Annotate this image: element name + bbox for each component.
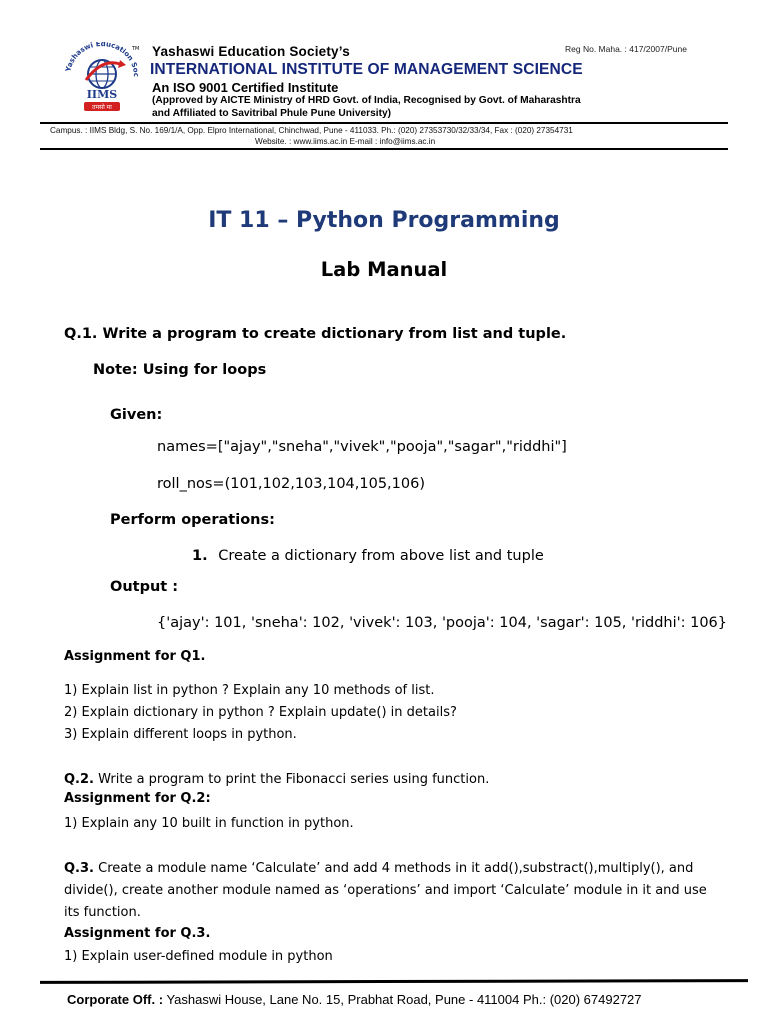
list-item: 1) Explain any 10 built in function in python. (64, 816, 354, 831)
list-item: 2) Explain dictionary in python ? Explain update() in details? (64, 705, 457, 720)
letterhead-divider-bottom (40, 148, 728, 150)
q3-number: Q.3. (64, 861, 94, 876)
q2-assignment-list (64, 813, 354, 835)
q1-perform-label: Perform operations: (110, 512, 275, 528)
q1-rollnos-tuple: roll_nos=(101,102,103,104,105,106) (157, 476, 426, 492)
list-item: 1) Explain user-defined module in python (64, 949, 333, 964)
q1-names-list: names=["ajay","sneha","vivek","pooja","sagar","riddhi"] (157, 439, 567, 455)
q1-given-label: Given: (110, 407, 163, 423)
website-email: Website. : www.iims.ac.in E-mail : info@iims.ac.in (255, 137, 436, 146)
iims-logo (60, 42, 148, 114)
page-title: IT 11 – Python Programming (208, 208, 560, 233)
q2-question (64, 769, 489, 791)
footer-text: Yashaswi House, Lane No. 15, Prabhat Road, Pune - 411004 Ph.: (020) 67492727 (163, 992, 642, 1007)
q2-assignment-label: Assignment for Q.2: (64, 791, 211, 806)
registration-number: Reg No. Maha. : 417/2007/Pune (565, 44, 687, 54)
q1-operation-item (192, 548, 544, 564)
campus-address: Campus. : IIMS Bldg, S. No. 169/1/A, Opp. Elpro International, Chinchwad, Pune - 411033. Ph.: (020) 27353730/32/33/34, Fax : (020) 27354731 (50, 126, 573, 135)
q3-line-1: Q.3. Create a module name ‘Calculate’ and add 4 methods in it add(),substract(),multiply(), and (64, 861, 694, 876)
letterhead-divider-top (40, 122, 728, 124)
footer-divider (40, 979, 748, 984)
q1-output-label: Output : (110, 579, 179, 595)
logo-abbr: IIMS (86, 88, 118, 101)
society-name: Yashaswi Education Society’s (152, 44, 350, 59)
institute-name: INTERNATIONAL INSTITUTE OF MANAGEMENT SCIENCE (150, 61, 583, 78)
q3-line-2: divide(), create another module named as ‘operations’ and import ‘Calculate’ module in it and use (64, 883, 707, 898)
q1-question (64, 326, 566, 342)
page-subtitle: Lab Manual (320, 258, 448, 281)
list-item: 1) Explain list in python ? Explain any 10 methods of list. (64, 683, 435, 698)
q1-assignment-label: Assignment for Q1. (64, 649, 206, 664)
logo-ring-text: Yashaswi Education Soc (64, 42, 141, 78)
logo-tm: TM (132, 46, 140, 52)
q1-operation-number: 1. (192, 548, 208, 564)
approval-line-2: and Affiliated to Savitribal Phule Pune University) (152, 108, 392, 119)
q2-number: Q.2. (64, 772, 94, 787)
list-item: 3) Explain different loops in python. (64, 727, 297, 742)
iso-certification: An ISO 9001 Certified Institute (152, 80, 339, 95)
q1-operation-text: Create a dictionary from above list and tuple (218, 548, 544, 564)
q1-text: Write a program to create dictionary from list and tuple. (97, 326, 567, 342)
q2-text: Write a program to print the Fibonacci series using function. (93, 772, 490, 787)
q1-number: Q.1. (64, 326, 98, 342)
logo-motto: तमसो मा (92, 104, 112, 111)
q3-line-3: its function. (64, 905, 141, 920)
q1-output-value: {'ajay': 101, 'sneha': 102, 'vivek': 103, 'pooja': 104, 'sagar': 105, 'riddhi': 106} (157, 615, 727, 631)
approval-line-1: (Approved by AICTE Ministry of HRD Govt. of India, Recognised by Govt. of Maharashtra (152, 95, 581, 106)
q3-assignment-label: Assignment for Q.3. (64, 926, 211, 941)
footer-address (67, 992, 642, 1007)
globe-logo-icon (60, 42, 148, 114)
q3-assignment-list (64, 946, 333, 968)
footer-label: Corporate Off. : (67, 992, 164, 1007)
q1-note: Note: Using for loops (93, 362, 267, 378)
q1-assignment-list (64, 680, 457, 746)
q3-question (64, 858, 707, 924)
